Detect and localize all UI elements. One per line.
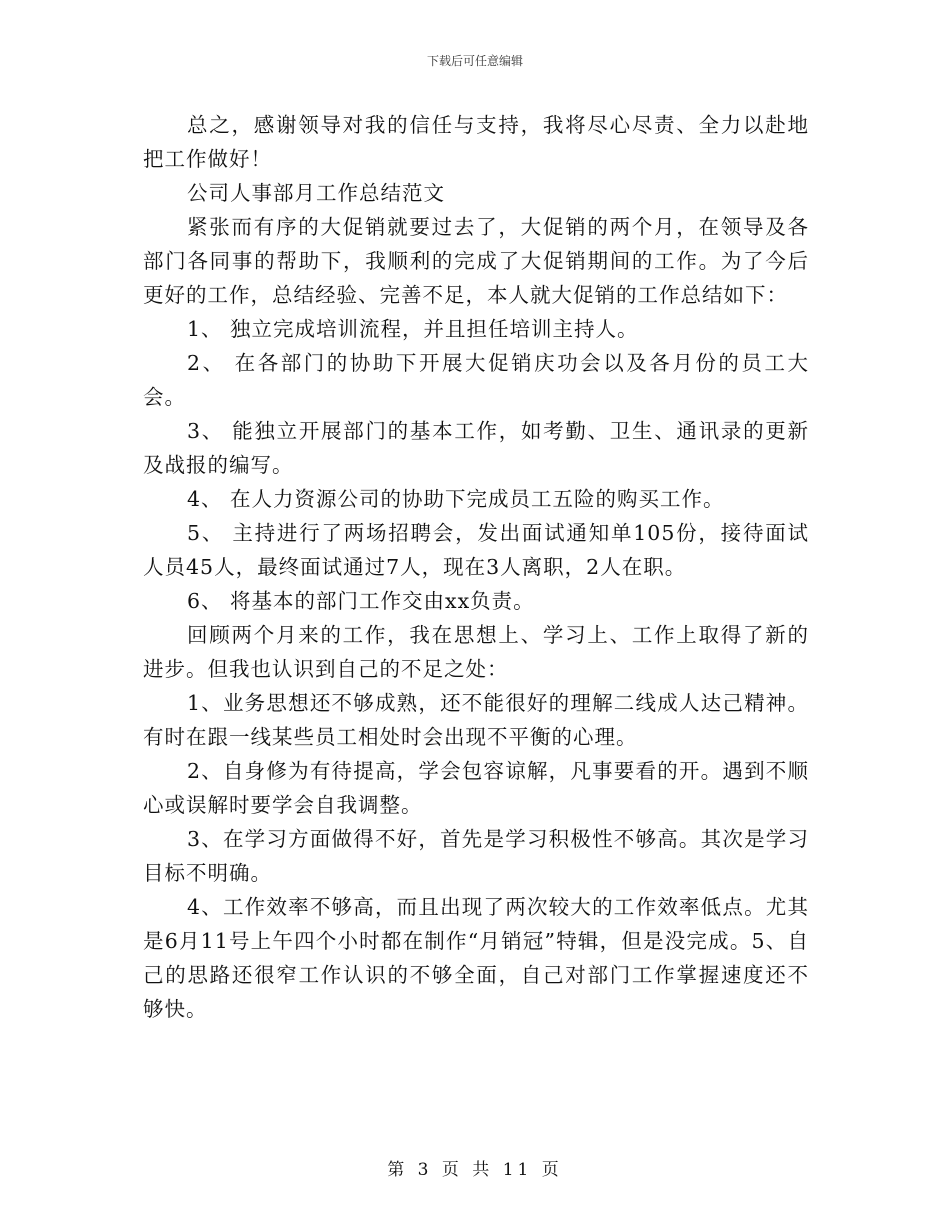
section-title: 公司人事部月工作总结范文 xyxy=(187,181,445,205)
paragraph-closing: 总之，感谢领导对我的信任与支持，我将尽心尽责、全力以赴地把工作做好！ xyxy=(143,113,809,171)
list-item: 5、 主持进行了两场招聘会，发出面试通知单105份，接待面试人员45人，最终面试通过7人，现在3人离职，2人在职。 xyxy=(143,521,809,579)
list-item: 3、 能独立开展部门的基本工作，如考勤、卫生、通讯录的更新及战报的编写。 xyxy=(143,419,809,477)
list-item: 4、工作效率不够高，而且出现了两次较大的工作效率低点。尤其是6月11号上午四个小时都在制作“月销冠”特辑，但是没完成。5、自己的思路还很窄工作认识的不够全面，自己对部门工作掌握速度还不够快。 xyxy=(143,895,809,1021)
list-item: 1、业务思想还不够成熟，还不能很好的理解二线成人达己精神。有时在跟一线某些员工相处时会出现不平衡的心理。 xyxy=(143,691,809,749)
list-item: 2、 在各部门的协助下开展大促销庆功会以及各月份的员工大会。 xyxy=(143,351,809,409)
page-header: 下载后可任意编辑 xyxy=(426,54,523,68)
list-item: 1、 独立完成培训流程，并且担任培训主持人。 xyxy=(187,317,639,341)
document-body xyxy=(143,108,809,1026)
list-item: 3、在学习方面做得不好，首先是学习积极性不够高。其次是学习目标不明确。 xyxy=(143,827,809,885)
list-item: 2、自身修为有待提高，学会包容谅解，凡事要看的开。遇到不顺心或误解时要学会自我调整。 xyxy=(143,759,809,817)
paragraph-review: 回顾两个月来的工作，我在思想上、学习上、工作上取得了新的进步。但我也认识到自己的不足之处： xyxy=(143,623,809,681)
paragraph-intro: 紧张而有序的大促销就要过去了，大促销的两个月，在领导及各部门各同事的帮助下，我顺利的完成了大促销期间的工作。为了今后更好的工作，总结经验、完善不足，本人就大促销的工作总结如下： xyxy=(143,215,809,307)
list-item: 4、 在人力资源公司的协助下完成员工五险的购买工作。 xyxy=(187,487,725,511)
list-item: 6、 将基本的部门工作交由xx负责。 xyxy=(187,589,535,613)
page-footer: 第 3 页 共 11 页 xyxy=(387,1160,563,1180)
